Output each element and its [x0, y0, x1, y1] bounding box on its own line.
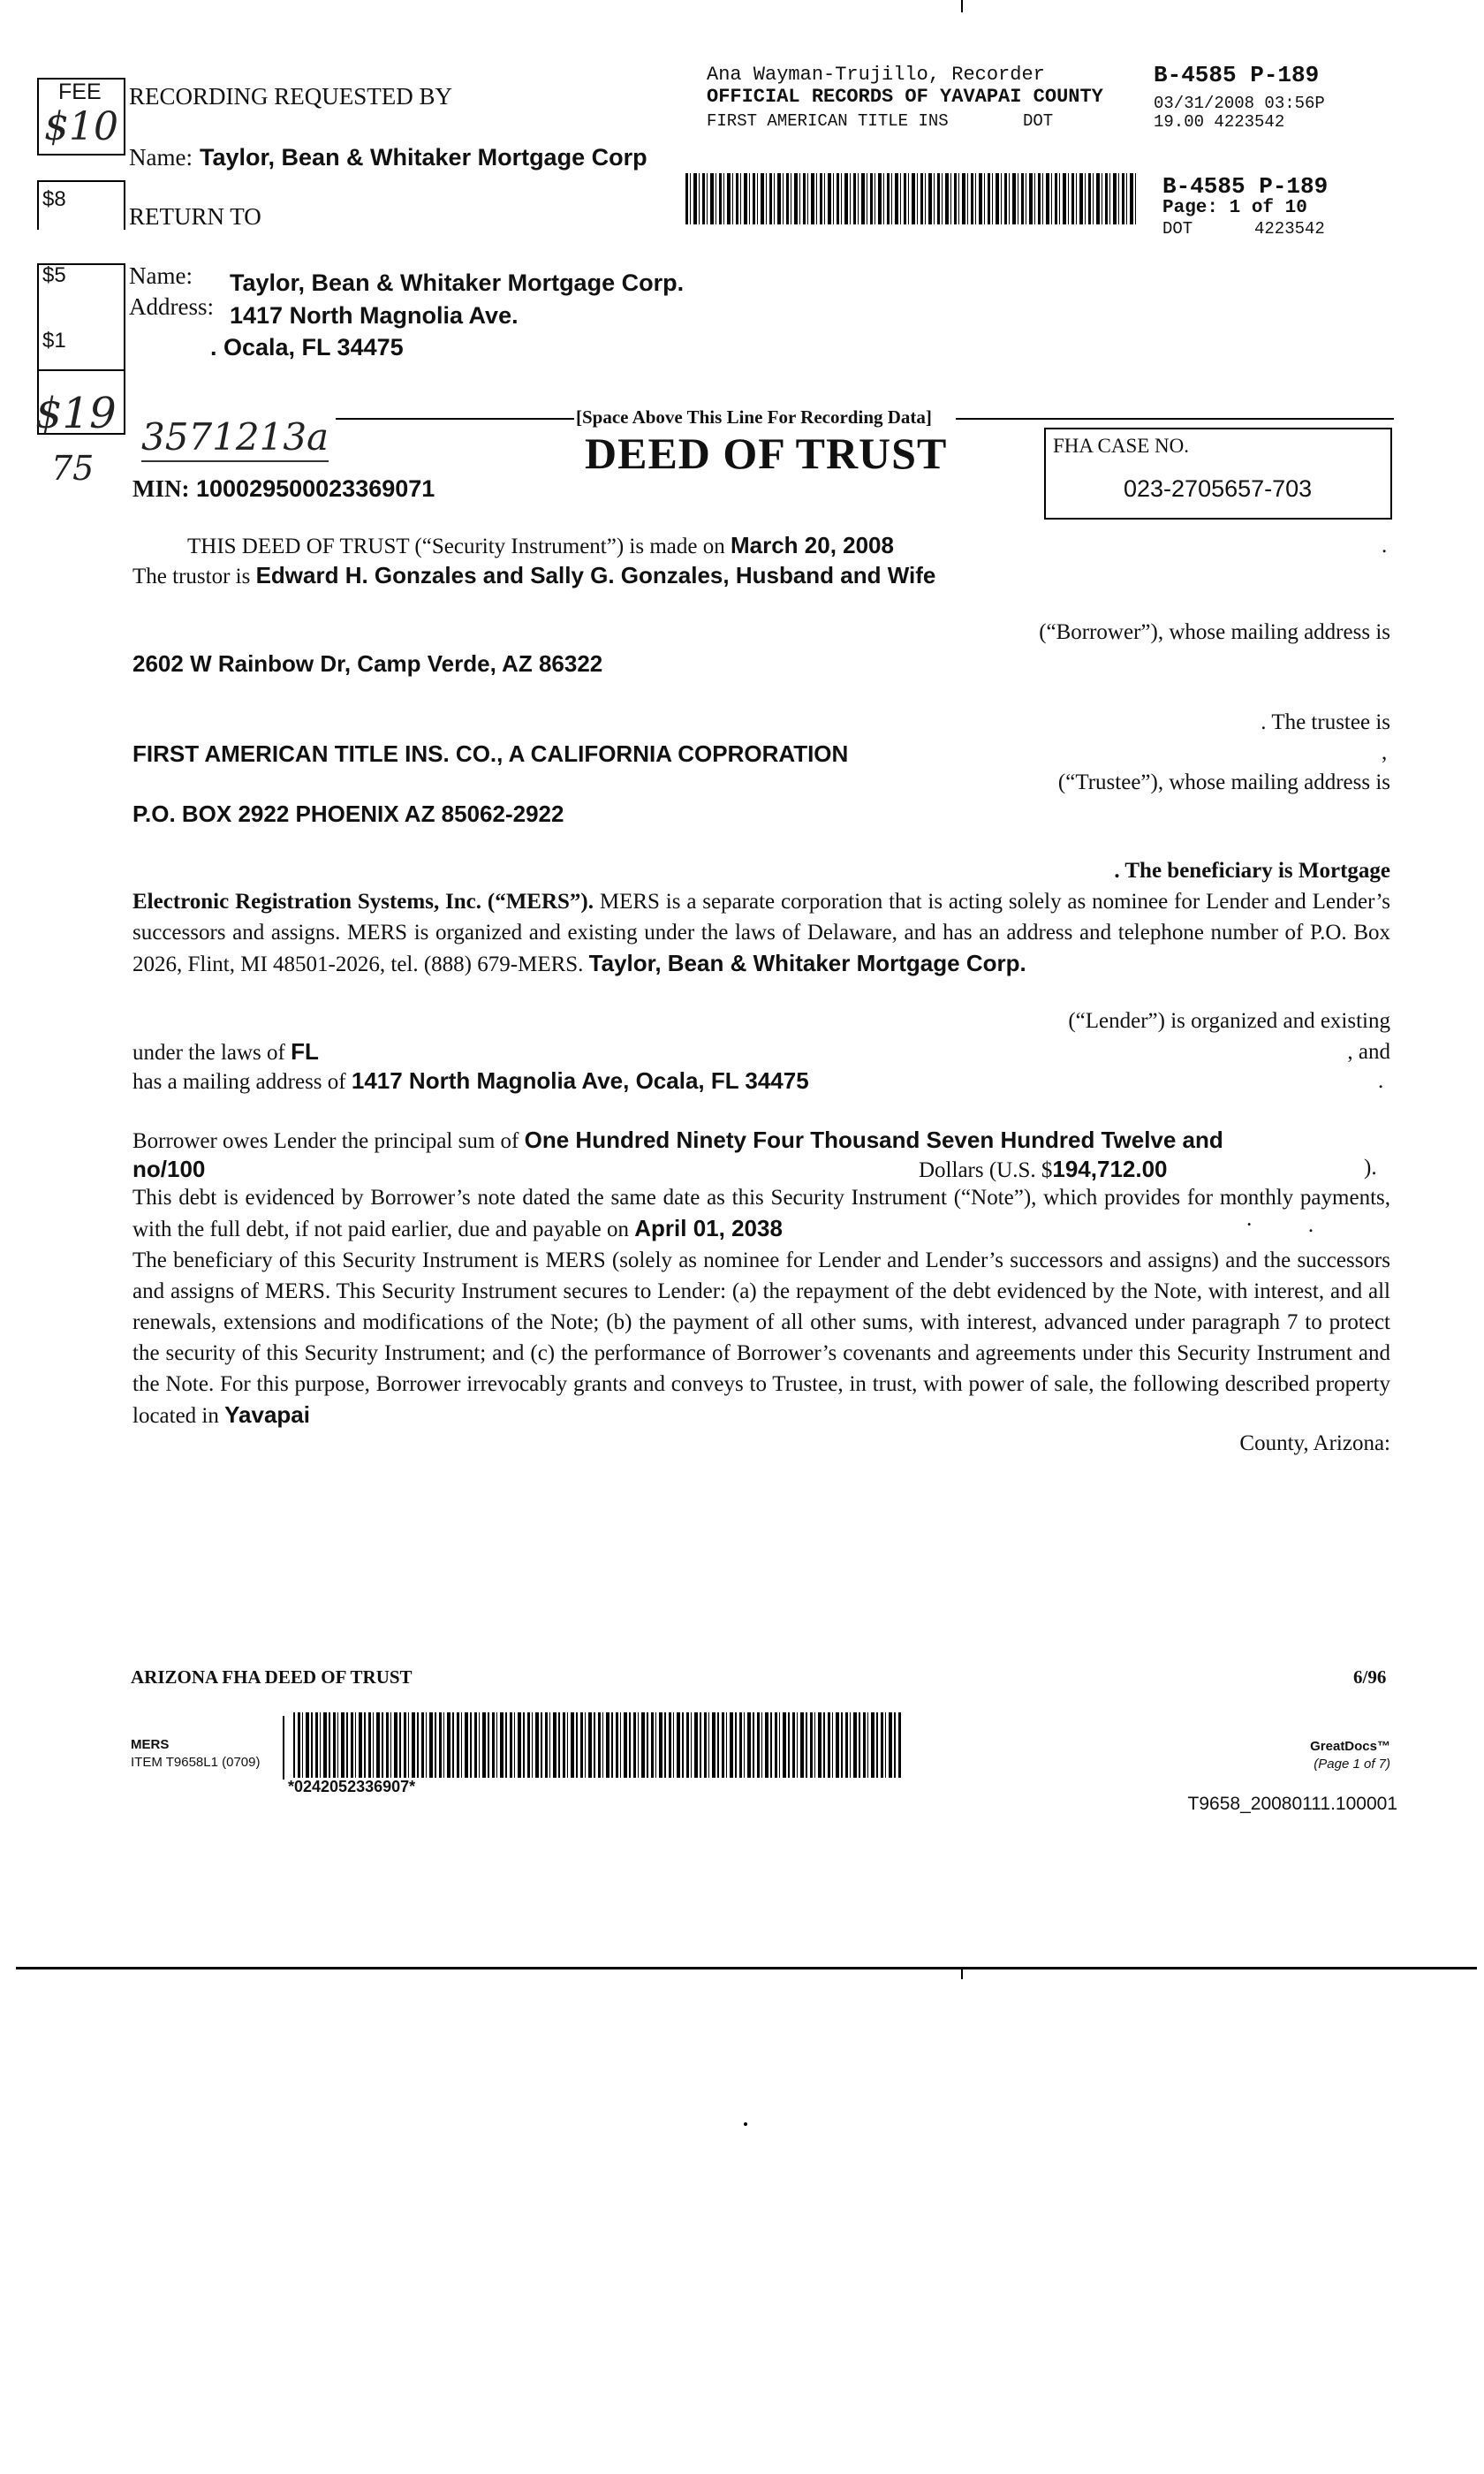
fee-1: $1 [42, 329, 66, 353]
recorder-name: Ana Wayman-Trujillo, Recorder [707, 64, 1045, 86]
fee-handwritten: $10 [44, 104, 118, 149]
trustee-is: . The trustee is [1261, 710, 1390, 734]
dollars-text: Dollars (U.S. $ [919, 1158, 1053, 1182]
space-line-right [956, 418, 1394, 420]
due-dots: · . [1246, 1213, 1314, 1237]
trustor-names: Edward H. Gonzales and Sally G. Gonzales, Husband and Wife [255, 562, 936, 588]
form-date: 6/96 [1353, 1666, 1387, 1688]
address-label: Address: [129, 293, 214, 320]
fha-case-value: 023-2705657-703 [1124, 475, 1313, 502]
recorder-doc-number: 4223542 [1254, 219, 1325, 239]
footer-page-of: (Page 1 of 7) [1314, 1757, 1390, 1772]
recording-requested-by: RECORDING REQUESTED BY [129, 83, 453, 110]
trustor-text: The trustor is [132, 565, 251, 588]
intro-period: . [1382, 534, 1388, 558]
fee-initials: 75 [51, 449, 95, 488]
footer-greatdocs: GreatDocs™ [1310, 1739, 1390, 1754]
principal-words-1: One Hundred Ninety Four Thousand Seven Hundred Twelve and [524, 1127, 1223, 1153]
trustor-line [132, 562, 935, 589]
fee-19: $19 [35, 389, 117, 438]
county-arizona: County, Arizona: [1239, 1431, 1390, 1455]
mailing-line [132, 1067, 809, 1095]
footer-barcode-rule [283, 1716, 284, 1780]
page-bottom-tick [961, 1967, 963, 1979]
address-line1: 1417 North Magnolia Ave. [230, 302, 519, 329]
recorder-barcode [685, 173, 1136, 224]
fha-case-label: FHA CASE NO. [1053, 435, 1190, 457]
borrower-address: 2602 W Rainbow Dr, Camp Verde, AZ 86322 [132, 650, 603, 677]
lender-state: FL [291, 1038, 319, 1065]
recorder-office: OFFICIAL RECORDS OF YAVAPAI COUNTY [707, 86, 1103, 108]
principal-line [132, 1127, 1223, 1154]
due-date: April 01, 2038 [634, 1215, 783, 1241]
debt-text: This debt is evidenced by Borrower’s note dated the same date as this Security Instrument (“Note”), which provides for monthly payments, with the full debt, if not paid earlier, due and payable on [132, 1186, 1390, 1241]
fee-8: $8 [42, 187, 66, 211]
intro-line [187, 532, 894, 559]
mers-name: Electronic Registration Systems, Inc. (“MERS”). [132, 890, 594, 914]
debt-paragraph [132, 1182, 1390, 1245]
fee-5: $5 [42, 263, 66, 287]
lender-address: 1417 North Magnolia Ave, Ocala, FL 34475 [351, 1067, 809, 1094]
intro-date: March 20, 2008 [730, 532, 894, 558]
close-paren: ). [1364, 1156, 1377, 1180]
footer-barcode-number: *0242052336907* [288, 1778, 416, 1795]
beneficiary-text: The beneficiary of this Security Instrument is MERS (solely as nominee for Lender and Lender’s successors and assigns) and the successors and assigns of MERS. This Security Instrument secures to Lender: (a) the repayment of the debt evidenced by the Note, with interest, and all renewals, extensions and modifications of the Note; (b) the payment of all other sums, with interest, advanced under paragraph 7 to protect the security of this Security Instrument; and (c) the performance of Borrower’s covenants and agreements under this Security Instrument and the Note. For this purpose, Borrower irrevocably grants and conveys to Trustee, in trust, with power of sale, the following described property located in [132, 1248, 1390, 1428]
min-value: 100029500023369071 [196, 475, 435, 502]
space-above-line: [Space Above This Line For Recording Data] [576, 406, 932, 428]
lender-name: Taylor, Bean & Whitaker Mortgage Corp. [588, 950, 1026, 976]
footer-barcode [293, 1712, 901, 1778]
beneficiary-lead: . The beneficiary is Mortgage [1114, 859, 1390, 883]
fee-label: FEE [58, 80, 102, 104]
fha-case-box [1044, 428, 1392, 520]
trustee-label: (“Trustee”), whose mailing address is [1057, 770, 1390, 794]
trustee-comma: , [1382, 740, 1388, 764]
scan-mark-top [961, 0, 963, 12]
recorder-company: FIRST AMERICAN TITLE INS [707, 111, 949, 131]
recorder-book-page-2: B-4585 P-189 [1162, 173, 1329, 200]
under-laws-line [132, 1038, 319, 1066]
footer-mers: MERS [131, 1737, 170, 1752]
recorder-book-page: B-4585 P-189 [1154, 62, 1320, 88]
principal-text: Borrower owes Lender the principal sum of [132, 1129, 519, 1153]
dollars-line [919, 1156, 1168, 1183]
mailing-text: has a mailing address of [132, 1070, 346, 1094]
principal-words-2: no/100 [132, 1156, 206, 1182]
footer-item: ITEM T9658L1 (0709) [131, 1755, 261, 1770]
principal-amount: 194,712.00 [1052, 1156, 1168, 1182]
scan-speck [744, 2122, 747, 2126]
return-name: Taylor, Bean & Whitaker Mortgage Corp. [230, 269, 685, 296]
return-to: RETURN TO [129, 203, 261, 230]
borrower-label: (“Borrower”), whose mailing address is [1039, 620, 1390, 644]
lender-label: (“Lender”) is organized and existing [1068, 1009, 1390, 1033]
address-line2: . Ocala, FL 34475 [210, 334, 404, 360]
requested-name-label: Name: [129, 144, 193, 171]
handwritten-number: 3571213a [141, 415, 329, 462]
beneficiary-paragraph [132, 1245, 1390, 1431]
mers-paragraph [132, 886, 1390, 980]
space-line-left [336, 418, 574, 420]
recorder-fee-number: 19.00 4223542 [1154, 112, 1285, 132]
recorder-doc-type-2: DOT [1162, 219, 1193, 239]
recorder-datetime: 03/31/2008 03:56P [1154, 94, 1325, 113]
trustee-name: FIRST AMERICAN TITLE INS. CO., A CALIFORNIA COPRORATION [132, 740, 849, 767]
return-name-label: Name: [129, 262, 193, 289]
page-bottom-rule [16, 1967, 1477, 1969]
recorder-page-info: Page: 1 of 10 [1162, 198, 1307, 218]
intro-text: THIS DEED OF TRUST (“Security Instrument”) is made on [187, 535, 725, 558]
min-label: MIN: [132, 475, 190, 502]
requested-name-value: Taylor, Bean & Whitaker Mortgage Corp [200, 144, 647, 171]
trustee-address: P.O. BOX 2922 PHOENIX AZ 85062-2922 [132, 801, 564, 827]
mailing-period: . [1378, 1069, 1384, 1093]
footer-doc-id: T9658_20080111.100001 [1187, 1794, 1397, 1814]
county-name: Yavapai [224, 1401, 310, 1428]
form-title: ARIZONA FHA DEED OF TRUST [131, 1666, 413, 1688]
document-title: DEED OF TRUST [585, 429, 948, 478]
mers-text: MERS is a separate corporation that is acting solely as nominee for Lender and Lender’s successors and assigns. MERS is organized and existing under the laws of Delaware, and has an address and telephone number of P.O. Box 2026, Flint, MI 48501-2026, tel. (888) 679-MERS. [132, 890, 1391, 976]
recorder-doc-type: DOT [1023, 111, 1054, 131]
and-text: , and [1347, 1040, 1390, 1064]
under-laws-text: under the laws of [132, 1041, 285, 1065]
